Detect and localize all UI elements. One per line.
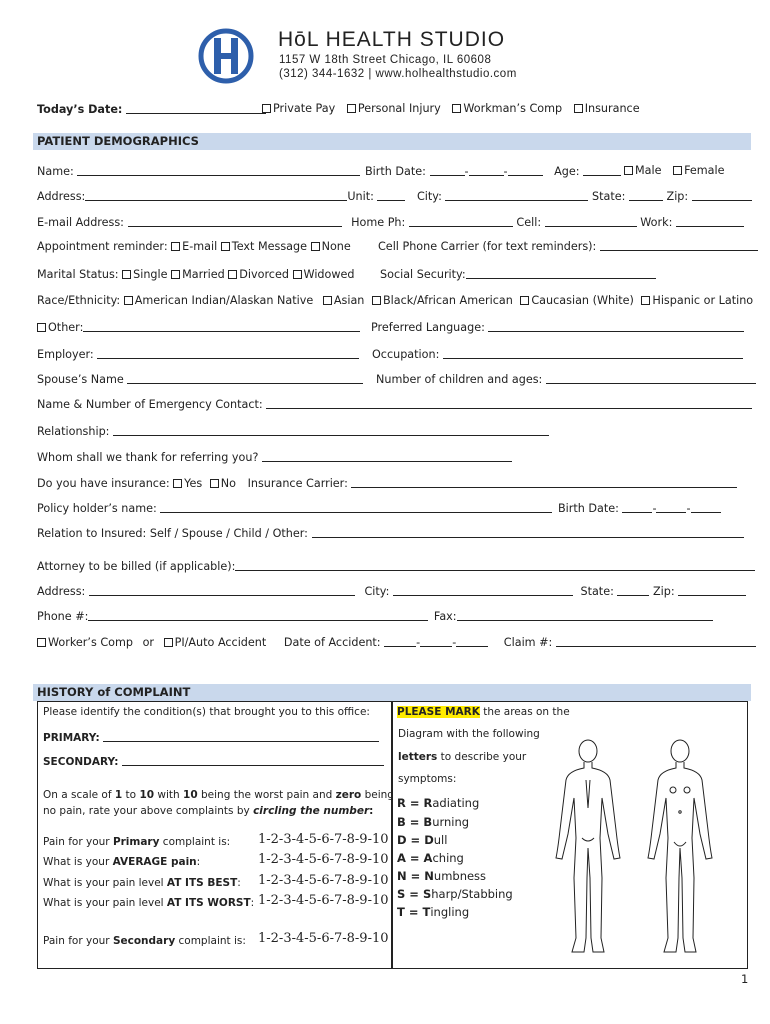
legend-rest: urning [432,815,470,829]
language-field[interactable] [488,321,744,332]
race-black-label: Black/African American [382,294,513,307]
spouse-row [37,373,363,386]
race-label: Race/Ethnicity: [37,294,121,307]
scale-circling: circling the number [253,805,370,817]
carrier-row [378,240,758,253]
pain-row-worst-label [43,897,254,909]
todays-date-row [37,103,266,116]
att-state-label: State: [580,585,614,598]
age-field[interactable] [583,165,621,176]
to-describe-text: to describe your [440,751,527,763]
claim-label: Claim #: [503,636,553,649]
scale-instructions-2 [43,805,373,817]
att-zip-label: Zip: [652,585,675,598]
race-other-label: Other: [48,321,84,334]
scale-text-2: being the worst pain and [201,789,333,801]
relation-insured-field[interactable] [312,527,744,538]
race-ai-label: American Indian/Alaskan Native [134,294,314,307]
ph-birth-day-field[interactable] [656,502,686,513]
legend-key: N = [397,869,425,883]
diagram-with-text: Diagram with the following [398,728,540,740]
legend-letter: S [422,887,432,901]
pain-row-secondary-label [43,935,246,947]
ssn-label: Social Security: [380,268,466,281]
pain-scale-primary[interactable]: 1-2-3-4-5-6-7-8-9-10 [258,832,389,847]
date-accident-label: Date of Accident: [283,636,381,649]
race-row [37,294,753,307]
unit-label: Unit: [347,190,374,203]
insurance-yes-label: Yes [184,477,203,490]
pain-pre: What is your pain level [43,897,167,909]
attorney-field[interactable] [235,560,755,571]
scale-to: to [125,789,137,801]
att-zip-field[interactable] [678,585,746,596]
legend-a [397,851,464,865]
legend-s [397,887,513,901]
pain-row-best-label [43,877,241,889]
legend-key: T = [397,905,423,919]
appt-none-checkbox[interactable] [311,242,320,251]
race-asian-label: Asian [333,294,365,307]
address-field[interactable] [85,190,347,201]
race-hispanic-checkbox[interactable] [641,296,650,305]
identify-text: Please identify the condition(s) that brought you to this office: [43,706,370,718]
legend-n [397,869,486,883]
name-field[interactable] [77,165,360,176]
race-asian-checkbox[interactable] [323,296,332,305]
back-figure [556,740,620,952]
male-checkbox[interactable] [624,166,633,175]
employer-row [37,348,359,361]
pain-post: : [237,877,241,889]
attorney-address-row [37,585,746,598]
scale-text-1: On a scale of [43,789,112,801]
scale-text-3: no pain, rate your above complaints by [43,805,250,817]
spouse-label: Spouse’s Name [37,373,124,386]
page-number: 1 [741,972,749,986]
widowed-label: Widowed [303,268,355,281]
pain-row-primary-label [43,836,230,848]
children-row [376,373,756,386]
employer-field[interactable] [97,348,359,359]
name-label: Name: [37,165,74,178]
private-pay-label: Private Pay [273,102,336,115]
unit-field[interactable] [377,190,405,201]
todays-date-field[interactable] [126,103,266,114]
pain-pre: Pain for your [43,836,113,848]
primary-label: PRIMARY: [43,732,100,744]
city-field[interactable] [445,190,588,201]
legend-key: D = [397,833,425,847]
legend-key: R = [397,796,424,810]
female-label: Female [684,164,725,177]
race-caucasian-checkbox[interactable] [520,296,529,305]
legend-t [397,905,469,919]
ph-birth-label: Birth Date: [557,502,619,515]
ssn-field[interactable] [466,268,656,279]
race-other-checkbox[interactable] [37,323,46,332]
pi-auto-checkbox[interactable] [164,638,173,647]
legend-key: B = [397,815,424,829]
address-label: Address: [37,190,86,203]
body-diagram[interactable] [536,738,736,960]
appt-reminder-label: Appointment reminder: [37,240,168,253]
pain-pre: What is your [43,856,113,868]
relationship-label: Relationship: [37,425,110,438]
legend-letter: A [423,851,433,865]
pain-post: complaint is: [159,836,231,848]
pain-post: : [250,897,255,909]
pain-pre: What is your pain level [43,877,167,889]
single-label: Single [133,268,168,281]
ph-birth-year-field[interactable] [691,502,721,513]
age-label: Age: [554,165,580,178]
legend-rest: ching [432,851,464,865]
att-phone-field[interactable] [88,610,428,621]
insurance-no-checkbox[interactable] [210,479,219,488]
race-black-checkbox[interactable] [372,296,381,305]
scale-ten-2: 10 [183,789,198,801]
divorced-label: Divorced [239,268,289,281]
insurance-yes-checkbox[interactable] [173,479,182,488]
relation-insured-row [37,527,744,540]
accident-month-field[interactable] [384,636,416,647]
legend-letter: B [423,815,433,829]
legend-d [397,833,447,847]
state-field[interactable] [629,190,663,201]
body-outline-icon [536,738,736,960]
work-field[interactable] [676,216,744,227]
primary-row [43,731,379,744]
legend-key: S = [397,887,423,901]
marital-row [37,268,355,281]
todays-date-label: Today’s Date: [37,103,123,116]
pain-post: complaint is: [175,935,246,947]
home-phone-field[interactable] [409,216,513,227]
birth-year-field[interactable] [508,165,543,176]
attorney-row [37,560,755,573]
attorney-phone-row [37,610,713,623]
relation-insured-label: Relation to Insured: Self / Spouse / Child / Other: [37,527,308,540]
workers-comp-label: Worker’s Comp [48,636,134,649]
pain-scale-best[interactable]: 1-2-3-4-5-6-7-8-9-10 [258,873,389,888]
policy-holder-row: Policy holder’s name: Birth Date: - - [37,502,721,515]
scale-ten: 10 [139,789,155,801]
contact-row [37,216,744,229]
zip-label: Zip: [666,190,689,203]
zip-field[interactable] [692,190,752,201]
personal-injury-label: Personal Injury [357,102,441,115]
please-mark: PLEASE MARK [397,706,480,718]
work-label: Work: [640,216,673,229]
scale-zero: zero [335,789,362,801]
areas-text: the areas on the [483,706,570,718]
att-city-field[interactable] [393,585,573,596]
pain-bold: AT ITS BEST [166,877,238,889]
payment-options [262,102,640,115]
claim-field[interactable] [556,636,756,647]
insurance-row [37,477,737,490]
appt-text-checkbox[interactable] [221,242,230,251]
att-fax-field[interactable] [457,610,713,621]
letters-text: letters [398,751,438,763]
att-address-field[interactable] [89,585,355,596]
logo-mark [198,28,258,84]
pain-bold: Primary [112,836,160,848]
ins-carrier-field[interactable] [351,477,737,488]
other-race-row [37,321,360,334]
att-fax-label: Fax: [433,610,457,623]
policy-holder-field[interactable] [160,502,552,513]
birth-date-label: Birth Date: [365,165,426,178]
employer-label: Employer: [37,348,94,361]
legend-letter: D [424,833,434,847]
pain-bold: Secondary [112,935,176,947]
sex-options [624,164,725,177]
pain-scale-secondary[interactable]: 1-2-3-4-5-6-7-8-9-10 [258,931,389,946]
scale-instructions-1 [43,789,394,801]
referral-field[interactable] [262,451,512,462]
state-label: State: [592,190,626,203]
appt-email-checkbox[interactable] [171,242,180,251]
demographics-heading: PATIENT DEMOGRAPHICS [37,134,199,148]
history-heading: HISTORY of COMPLAINT [37,685,191,699]
scale-with: with [157,789,180,801]
appointment-reminder-row [37,240,351,253]
address-row [37,190,752,203]
legend-b [397,815,469,829]
att-phone-label: Phone #: [37,610,89,623]
divorced-checkbox[interactable] [228,270,237,279]
emergency-label: Name & Number of Emergency Contact: [37,398,263,411]
accident-row: Worker’s Comp or PI/Auto Accident Date of Accident: - - Claim #: [37,636,756,649]
relationship-field[interactable] [113,425,549,436]
clinic-contact: (312) 344-1632 | www.holhealthstudio.com [279,68,517,80]
pain-bold: AVERAGE pain [112,856,197,868]
legend-r [397,796,479,810]
children-label: Number of children and ages: [376,373,543,386]
emergency-field[interactable] [266,398,752,409]
married-label: Married [182,268,225,281]
birth-date-row: Birth Date: - - Age: [365,165,621,178]
legend-letter: T [422,905,431,919]
city-label: City: [417,190,442,203]
ssn-row [380,268,656,281]
cell-field[interactable] [545,216,637,227]
cell-label: Cell: [516,216,542,229]
children-field[interactable] [546,373,756,384]
email-label: E-mail Address: [37,216,124,229]
insurance-label: Insurance [584,102,640,115]
pain-bold: AT ITS WORST [166,897,251,909]
legend-letter: N [424,869,434,883]
secondary-field[interactable] [122,755,384,766]
legend-letter: R [423,796,433,810]
pain-pre: Pain for your [43,935,113,947]
insurance-checkbox[interactable] [574,104,583,113]
or-label: or [142,636,155,649]
pain-scale-worst[interactable]: 1-2-3-4-5-6-7-8-9-10 [258,893,389,908]
married-checkbox[interactable] [171,270,180,279]
workers-comp-checkbox[interactable] [37,638,46,647]
birth-month-field[interactable] [430,165,465,176]
att-state-field[interactable] [617,585,649,596]
female-checkbox[interactable] [673,166,682,175]
referral-label: Whom shall we thank for referring you? [37,451,259,464]
carrier-label: Cell Phone Carrier (for text reminders): [378,240,597,253]
ins-carrier-label: Insurance Carrier: [247,477,348,490]
accident-day-field[interactable] [420,636,452,647]
spouse-field[interactable] [127,373,363,384]
language-row [371,321,744,334]
scale-one: 1 [114,789,123,801]
please-mark-row [397,706,570,718]
email-field[interactable] [128,216,342,227]
legend-rest: ingling [430,905,470,919]
relationship-row [37,425,549,438]
referral-row [37,451,512,464]
clinic-name: HōL HEALTH STUDIO [278,28,506,51]
home-phone-label: Home Ph: [351,216,406,229]
appt-email-label: E-mail [182,240,218,253]
appt-text-label: Text Message [231,240,308,253]
letters-row [398,751,526,763]
pain-row-average-label [43,856,200,868]
ph-birth-month-field[interactable] [622,502,652,513]
carrier-field[interactable] [600,240,758,251]
race-hispanic-label: Hispanic or Latino [652,294,754,307]
clinic-address: 1157 W 18th Street Chicago, IL 60608 [279,54,492,66]
secondary-label: SECONDARY: [43,756,119,768]
occupation-label: Occupation: [372,348,440,361]
scale-being: being [364,789,394,801]
race-other-field[interactable] [83,321,360,332]
name-row [37,165,360,178]
attorney-label: Attorney to be billed (if applicable): [37,560,236,573]
policy-holder-label: Policy holder’s name: [37,502,157,515]
pi-auto-label: PI/Auto Accident [174,636,267,649]
history-section-header [33,684,751,701]
private-pay-checkbox[interactable] [262,104,271,113]
symptoms-text: symptoms: [398,773,457,785]
language-label: Preferred Language: [371,321,485,334]
accident-year-field[interactable] [456,636,488,647]
legend-rest: ull [433,833,448,847]
secondary-row [43,755,384,768]
occupation-row [372,348,743,361]
att-address-label: Address: [37,585,86,598]
primary-field[interactable] [103,731,379,742]
legend-rest: harp/Stabbing [431,887,513,901]
single-checkbox[interactable] [122,270,131,279]
appt-none-label: None [321,240,351,253]
att-city-label: City: [364,585,390,598]
male-label: Male [635,164,662,177]
personal-injury-checkbox[interactable] [347,104,356,113]
legend-key: A = [397,851,424,865]
scale-colon: : [369,805,374,817]
legend-rest: adiating [432,796,480,810]
race-caucasian-label: Caucasian (White) [531,294,634,307]
emergency-row [37,398,752,411]
race-ai-checkbox[interactable] [124,296,133,305]
demographics-section-header [33,133,751,150]
workmans-comp-checkbox[interactable] [452,104,461,113]
insurance-no-label: No [220,477,237,490]
have-insurance-label: Do you have insurance: [37,477,170,490]
marital-label: Marital Status: [37,268,119,281]
workmans-comp-label: Workman’s Comp [463,102,563,115]
logo-h-icon [198,28,258,84]
birth-day-field[interactable] [469,165,504,176]
widowed-checkbox[interactable] [293,270,302,279]
pain-scale-average[interactable]: 1-2-3-4-5-6-7-8-9-10 [258,852,389,867]
legend-rest: umbness [433,869,487,883]
pain-post: : [196,856,201,868]
occupation-field[interactable] [443,348,743,359]
front-figure [648,740,712,952]
